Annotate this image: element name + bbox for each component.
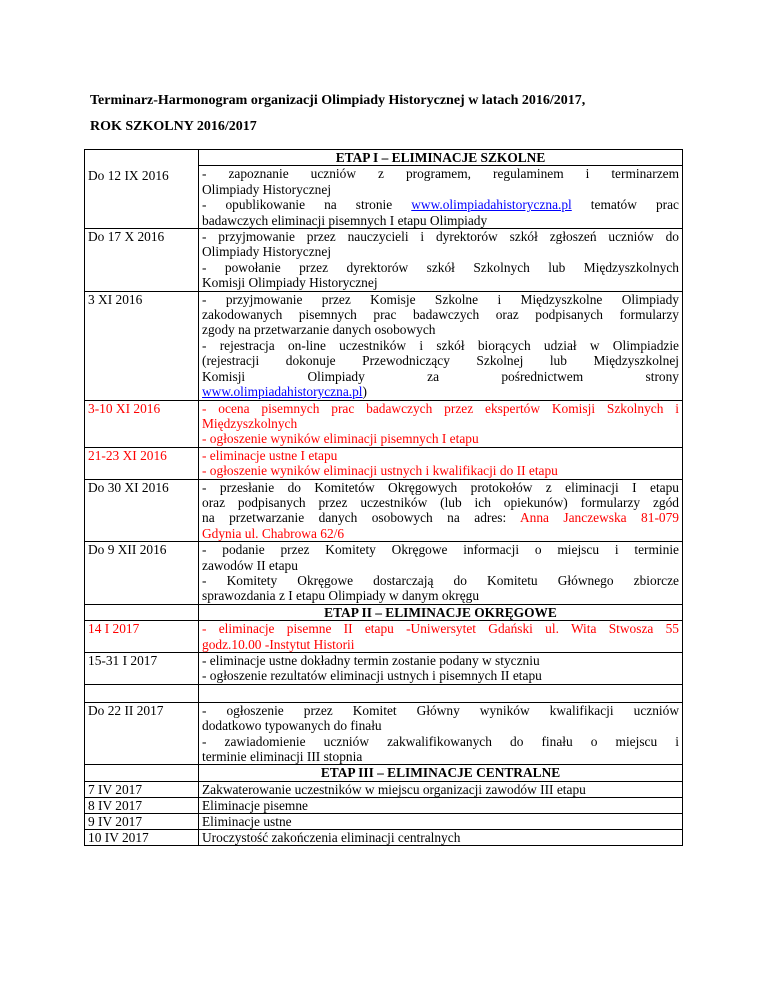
table-row — [85, 400, 683, 447]
text-fragment: tematów prac — [571, 197, 679, 213]
text-line: Międzyszkolnych — [202, 415, 298, 431]
table-row-empty — [85, 684, 683, 702]
text-line: - powołanie przez dyrektorów szkół Szkolnych lub Międzyszkolnych — [202, 259, 679, 275]
text-line: sprawozdania z I etapu Olimpiady w danym okręgu — [202, 588, 480, 604]
text-line — [202, 384, 679, 399]
text-line: - przyjmowanie przez nauczycieli i dyrektorów szkół zgłoszeń uczniów do — [202, 229, 679, 245]
description-cell — [199, 166, 683, 229]
table-row — [85, 229, 683, 292]
date-cell: Do 9 XII 2016 — [85, 542, 199, 605]
text-line: - eliminacje ustne I etapu — [202, 447, 338, 463]
text-line: badawczych eliminacji pisemnych I etapu Olimpiady — [202, 212, 488, 228]
text-line: - eliminacje pisemne II etapu -Uniwersytet Gdański ul. Wita Stwosza 55 — [202, 621, 679, 637]
table-row — [85, 702, 683, 765]
description-cell — [199, 653, 683, 685]
text-line: terminie eliminacji III stopnia — [202, 749, 363, 765]
table-row — [85, 813, 683, 829]
text-line: - ogłoszenie wyników eliminacji ustnych i kwalifikacji do II etapu — [202, 463, 558, 479]
school-year-heading: ROK SZKOLNY 2016/2017 — [90, 119, 257, 134]
table-row — [85, 829, 683, 845]
text-line: - rejestracja on-line uczestników i szkół biorących udział w Olimpiadzie — [202, 337, 679, 353]
table-row — [85, 604, 683, 620]
text-line: zakodowanych pisemnych prac badawczych oraz podpisanych formularzy — [202, 307, 679, 323]
description-cell — [199, 229, 683, 292]
table-row — [85, 447, 683, 479]
text-line: - Komitety Okręgowe dostarczają do Komitetu Głównego zbiorcze — [202, 572, 679, 588]
date-cell: 3-10 XI 2016 — [85, 400, 199, 447]
schedule-table — [84, 149, 683, 846]
date-cell: 14 I 2017 — [85, 621, 199, 653]
text-line: - podanie przez Komitety Okręgowe informacji o miejscu i terminie — [202, 542, 679, 558]
text-line: - przyjmowanie przez Komisje Szkolne i Międzyszkolne Olimpiady — [202, 291, 679, 307]
date-cell: 9 IV 2017 — [85, 813, 199, 829]
website-link[interactable]: www.olimpiadahistoryczna.pl — [202, 384, 363, 400]
text-line: Komisji Olimpiady za pośrednictwem strony — [202, 368, 679, 384]
date-cell: 15-31 I 2017 — [85, 653, 199, 685]
description-cell-empty — [199, 684, 683, 702]
text-line: - ogłoszenie wyników eliminacji pisemnych I etapu — [202, 431, 479, 447]
stage-heading-2: ETAP II – ELIMINACJE OKRĘGOWE — [199, 604, 683, 620]
text-line — [202, 197, 679, 212]
text-line: godz.10.00 -Instytut Historii — [202, 636, 355, 652]
description-cell — [199, 479, 683, 542]
date-cell-empty — [85, 604, 199, 620]
text-line: - przesłanie do Komitetów Okręgowych protokołów z eliminacji I etapu — [202, 479, 679, 495]
text-line: - ogłoszenie przez Komitet Główny wyników kwalifikacji uczniów — [202, 702, 679, 718]
description-cell — [199, 621, 683, 653]
date-cell: 3 XI 2016 — [85, 291, 199, 400]
text-line: dodatkowo typowanych do finału — [202, 718, 382, 734]
table-row — [85, 150, 683, 166]
description-cell: Zakwaterowanie uczestników w miejscu organizacji zawodów III etapu — [199, 781, 683, 797]
table-row — [85, 291, 683, 400]
text-line: zgody na przetwarzanie danych osobowych — [202, 322, 436, 338]
text-line: Olimpiady Historycznej — [202, 181, 332, 197]
date-cell-empty — [85, 765, 199, 781]
date-cell: Do 17 X 2016 — [85, 229, 199, 292]
text-line: - ogłoszenie rezultatów eliminacji ustnych i pisemnych II etapu — [202, 668, 542, 684]
page-title: Terminarz-Harmonogram organizacji Olimpiady Historycznej w latach 2016/2017, — [90, 93, 586, 108]
date-cell: 7 IV 2017 — [85, 781, 199, 797]
table-row — [85, 765, 683, 781]
stage-heading-3: ETAP III – ELIMINACJE CENTRALNE — [199, 765, 683, 781]
text-line: - ocena pisemnych prac badawczych przez ekspertów Komisji Szkolnych i — [202, 400, 679, 416]
date-cell-empty — [85, 684, 199, 702]
description-cell: Uroczystość zakończenia eliminacji centralnych — [199, 829, 683, 845]
date-cell: Do 22 II 2017 — [85, 702, 199, 765]
description-cell — [199, 542, 683, 605]
description-cell — [199, 291, 683, 400]
description-cell: Eliminacje pisemne — [199, 797, 683, 813]
table-row — [85, 797, 683, 813]
table-row — [85, 781, 683, 797]
date-cell: 8 IV 2017 — [85, 797, 199, 813]
date-cell: Do 12 IX 2016 — [85, 150, 199, 229]
text-line: - zawiadomienie uczniów zakwalifikowanych do finału o miejscu i — [202, 733, 679, 749]
date-cell: 10 IV 2017 — [85, 829, 199, 845]
text-line: Olimpiady Historycznej — [202, 244, 332, 260]
text-fragment: - opublikowanie na stronie — [202, 197, 412, 213]
description-cell — [199, 400, 683, 447]
text-line: Gdynia ul. Chabrowa 62/6 — [202, 525, 345, 541]
address-text: Anna Janczewska 81-079 — [519, 510, 679, 526]
table-row — [85, 621, 683, 653]
text-line: - eliminacje ustne dokładny termin zostanie podany w styczniu — [202, 653, 540, 668]
website-link[interactable]: www.olimpiadahistoryczna.pl — [411, 197, 572, 213]
table-row — [85, 479, 683, 542]
text-line: - zapoznanie uczniów z programem, regulaminem i terminarzem — [202, 166, 679, 182]
text-line — [202, 510, 679, 525]
date-cell: 21-23 XI 2016 — [85, 447, 199, 479]
date-cell: Do 30 XI 2016 — [85, 479, 199, 542]
description-cell — [199, 702, 683, 765]
text-line: (rejestracji dokonuje Przewodniczący Szkolnej lub Międzyszkolnej — [202, 353, 679, 369]
text-line: zawodów II etapu — [202, 557, 298, 573]
text-line: oraz podpisanych przez uczestników (lub ich opiekunów) formularzy zgód — [202, 494, 679, 510]
description-cell — [199, 447, 683, 479]
text-fragment: na przetwarzanie danych osobowych na adres: — [202, 510, 520, 526]
table-row — [85, 653, 683, 685]
table-row — [85, 542, 683, 605]
stage-heading-1: ETAP I – ELIMINACJE SZKOLNE — [199, 150, 683, 166]
text-fragment: ) — [362, 384, 367, 400]
description-cell: Eliminacje ustne — [199, 813, 683, 829]
text-line: Komisji Olimpiady Historycznej — [202, 275, 378, 291]
